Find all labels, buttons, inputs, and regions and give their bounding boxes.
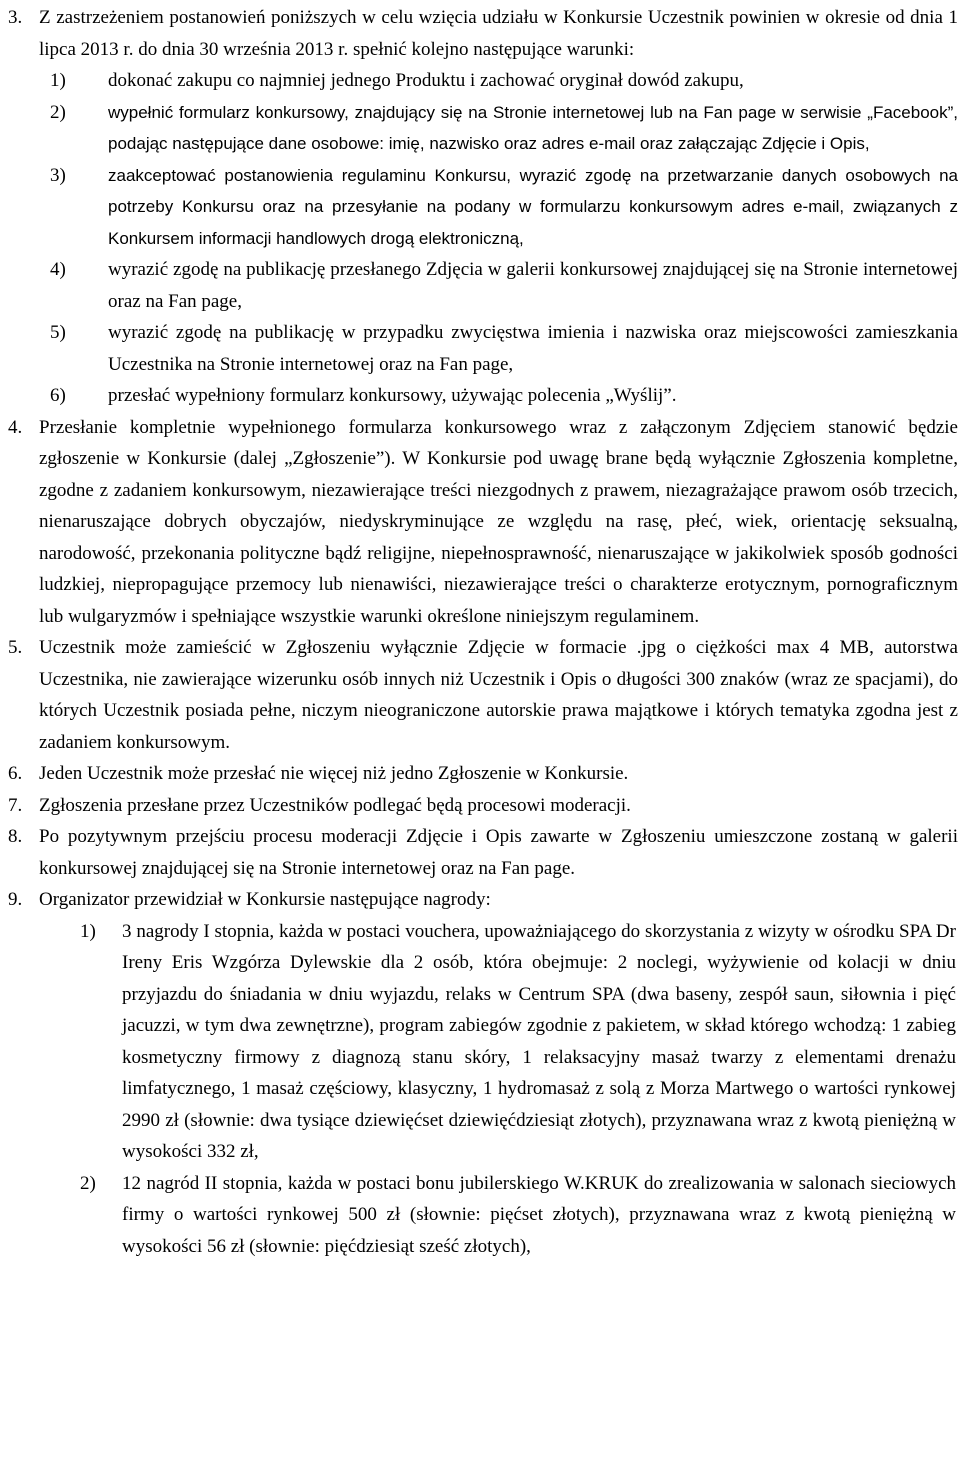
- clause-3-condition-1: [0, 65, 958, 97]
- clause-3-condition-6: [0, 380, 958, 412]
- prize-1: [0, 916, 956, 1168]
- condition-text: wyrazić zgodę na publikację w przypadku zwycięstwa imienia i nazwiska oraz miejscowości zamieszkania Uczestnika na Stronie internetowej oraz na Fan page,: [108, 322, 958, 375]
- clause-text: Po pozytywnym przejściu procesu moderacji Zdjęcie i Opis zawarte w Zgłoszeniu umieszczone zostaną w galerii konkursowej znajdującej się na Stronie internetowej oraz na Fan page.: [39, 826, 958, 879]
- condition-text: wypełnić formularz konkursowy, znajdujący się na Stronie internetowej lub na Fan page w serwisie „Facebook”, podając następujące dane osobowe: imię, nazwisko oraz adres e-mail oraz załączając Zdjęcie i Opis,: [108, 102, 958, 153]
- condition-text: przesłać wypełniony formularz konkursowy, używając polecenia „Wyślij”.: [108, 385, 677, 406]
- condition-number: 6): [50, 385, 66, 406]
- prize-number: 1): [80, 920, 96, 942]
- clause-number: 5.: [8, 637, 23, 658]
- clause-9: [0, 884, 958, 916]
- clause-number: 7.: [8, 794, 23, 816]
- condition-number: 2): [50, 101, 66, 123]
- clause-number: 9.: [8, 889, 23, 910]
- clause-3-condition-5: [0, 317, 958, 380]
- condition-text: dokonać zakupu co najmniej jednego Produktu i zachować oryginał dowód zakupu,: [108, 70, 744, 91]
- prize-text: 3 nagrody I stopnia, każda w postaci vouchera, upoważniającego do skorzystania z wizyty w ośrodku SPA Dr Ireny Eris Wzgórza Dylewskie dla 2 osób, która obejmuje: 2 noclegi, wyżywienie od kolacji w dniu przyjazdu do śniadania w dniu wyjazdu, relaks w Centrum SPA (dwa baseny, zespół saun, siłownia i pięć jacuzzi, w tym dwa zewnętrzne), program zabiegów zgodnie z pakietem, w skład którego wchodzą: 1 zabieg kosmetyczny firmowy z diagnozą stanu skóry, 1 relaksacyjny masaż twarzy z elementami drenażu limfatycznego, 1 masaż częściowy, klasyczny, 1 hydromasaż z solą z Morza Martwego o wartości rynkowej 2990 zł (słownie: dwa tysiące dziewięćset dziewięćdziesiąt złotych), przyznawana wraz z kwotą pieniężną w wysokości 332 zł,: [122, 920, 956, 1162]
- clause-number: 8.: [8, 826, 23, 847]
- clause-8: [0, 821, 958, 884]
- clause-6: [0, 758, 958, 790]
- condition-number: 1): [50, 70, 66, 91]
- clause-text: Z zastrzeżeniem postanowień poniższych w celu wzięcia udziału w Konkursie Uczestnik powinien w okresie od dnia 1 lipca 2013 r. do dnia 30 września 2013 r. spełnić kolejno następujące warunki:: [39, 7, 958, 60]
- prize-2: [0, 1168, 956, 1263]
- clause-text: Uczestnik może zamieścić w Zgłoszeniu wyłącznie Zdjęcie w formacie .jpg o ciężkości max 4 MB, autorstwa Uczestnika, nie zawierające wizerunku osób innych niż Uczestnik i Opis o długości 300 znaków (wraz ze spacjami), do których Uczestnik posiada pełne, niczym nieograniczone autorskie prawa majątkowe i których tematyka zgodna jest z zadaniem konkursowym.: [39, 637, 958, 753]
- regulations-page: [0, 2, 960, 1262]
- clause-5: [0, 632, 958, 758]
- condition-text: zaakceptować postanowienia regulaminu Konkursu, wyrazić zgodę na przetwarzanie danych osobowych na potrzeby Konkursu oraz na przesyłanie na podany w formularzu konkursowym adres e-mail, związanych z Konkursem informacji handlowych drogą elektroniczną,: [108, 165, 958, 248]
- clause-3-condition-4: [0, 254, 958, 317]
- condition-number: 4): [50, 259, 66, 280]
- clause-4: [0, 412, 958, 633]
- clause-3-condition-3: [0, 160, 958, 255]
- clause-text: Przesłanie kompletnie wypełnionego formularza konkursowego wraz z załączonym Zdjęciem stanowić będzie zgłoszenie w Konkursie (dalej „Zgłoszenie”). W Konkursie pod uwagę brane będą wyłącznie Zgłoszenia kompletne, zgodne z zadaniem konkursowym, niezawierające treści niezgodnych z prawem, niezagrażające prawom osób trzecich, nienaruszające dobrych obyczajów, niedyskryminujące ze względu na rasę, płeć, wiek, orientację seksualną, narodowość, przekonania polityczne bądź religijne, niepełnosprawność, nienaruszające w jakikolwiek sposób godności ludzkiej, niepropagujące przemocy lub nienawiści, niezawierające treści o charakterze erotycznym, pornograficznym lub wulgaryzmów i spełniające wszystkie warunki określone niniejszym regulaminem.: [39, 416, 958, 627]
- condition-text: wyrazić zgodę na publikację przesłanego Zdjęcia w galerii konkursowej znajdującej się na Stronie internetowej oraz na Fan page,: [108, 259, 958, 312]
- prize-number: 2): [80, 1172, 96, 1194]
- prize-text: 12 nagród II stopnia, każda w postaci bonu jubilerskiego W.KRUK do zrealizowania w salonach sieciowych firmy o wartości rynkowej 500 zł (słownie: pięćset złotych), przyznawana wraz z kwotą pieniężną w wysokości 56 zł (słownie: pięćdziesiąt sześć złotych),: [122, 1172, 956, 1257]
- clause-number: 4.: [8, 416, 23, 438]
- clause-3: [0, 2, 958, 65]
- clause-3-condition-2: [0, 97, 958, 160]
- clause-text: Jeden Uczestnik może przesłać nie więcej niż jedno Zgłoszenie w Konkursie.: [39, 763, 629, 784]
- condition-number: 5): [50, 322, 66, 343]
- clause-number: 3.: [8, 7, 23, 28]
- clause-7: [0, 790, 958, 822]
- clause-text: Organizator przewidział w Konkursie następujące nagrody:: [39, 889, 491, 910]
- clause-number: 6.: [8, 763, 23, 784]
- clause-text: Zgłoszenia przesłane przez Uczestników podlegać będą procesowi moderacji.: [39, 794, 631, 816]
- condition-number: 3): [50, 164, 66, 186]
